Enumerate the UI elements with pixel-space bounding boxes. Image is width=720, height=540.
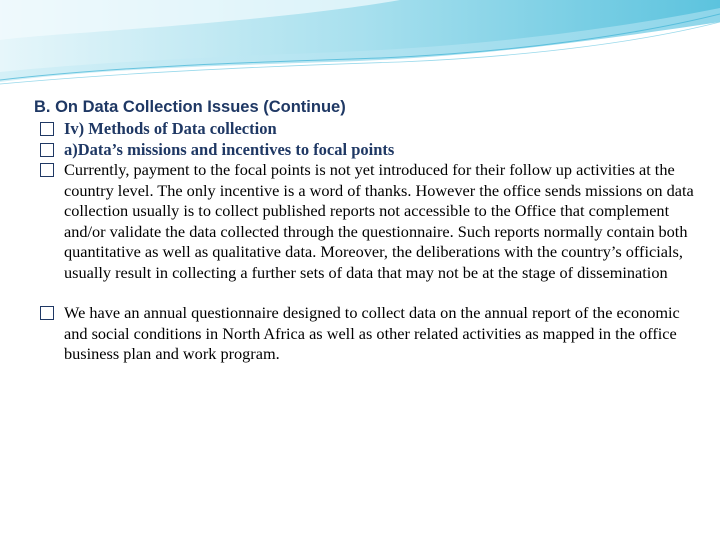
square-bullet-icon [40,122,54,136]
bullet-text: We have an annual questionnaire designed to collect data on the annual report of the economic and social conditions in North Africa as well as other related activities as mapped in the office business plan and work program. [64,303,680,363]
bullet-text: Currently, payment to the focal points is not yet introduced for their follow up activities at the country level. The only incentive is a word of thanks. However the office sends missions on data collection usually is to collect published reports not accessible to the Office that complement and/or validate the data collected through the questionnaire. Such reports normally contain both quantitative as well as qualitative data. Moreover, the deliberations with the country’s officials, usually result in collecting a further sets of data that may not be at the stage of dissemination [64,160,694,282]
bullet-text: a)Data’s missions and incentives to focal points [64,139,395,159]
bullet-text: Iv) Methods of Data collection [64,119,277,138]
square-bullet-icon [40,163,54,177]
spacer [34,283,694,303]
wave-decoration [0,0,720,90]
section-heading: B. On Data Collection Issues (Continue) [34,98,346,116]
bullet-item-missions [34,140,694,161]
square-bullet-icon [40,143,54,157]
content-area [34,97,694,365]
bullet-item-methods [34,119,694,140]
bullet-item-currently [34,160,694,283]
bullet-item-questionnaire [34,303,694,365]
square-bullet-icon [40,306,54,320]
